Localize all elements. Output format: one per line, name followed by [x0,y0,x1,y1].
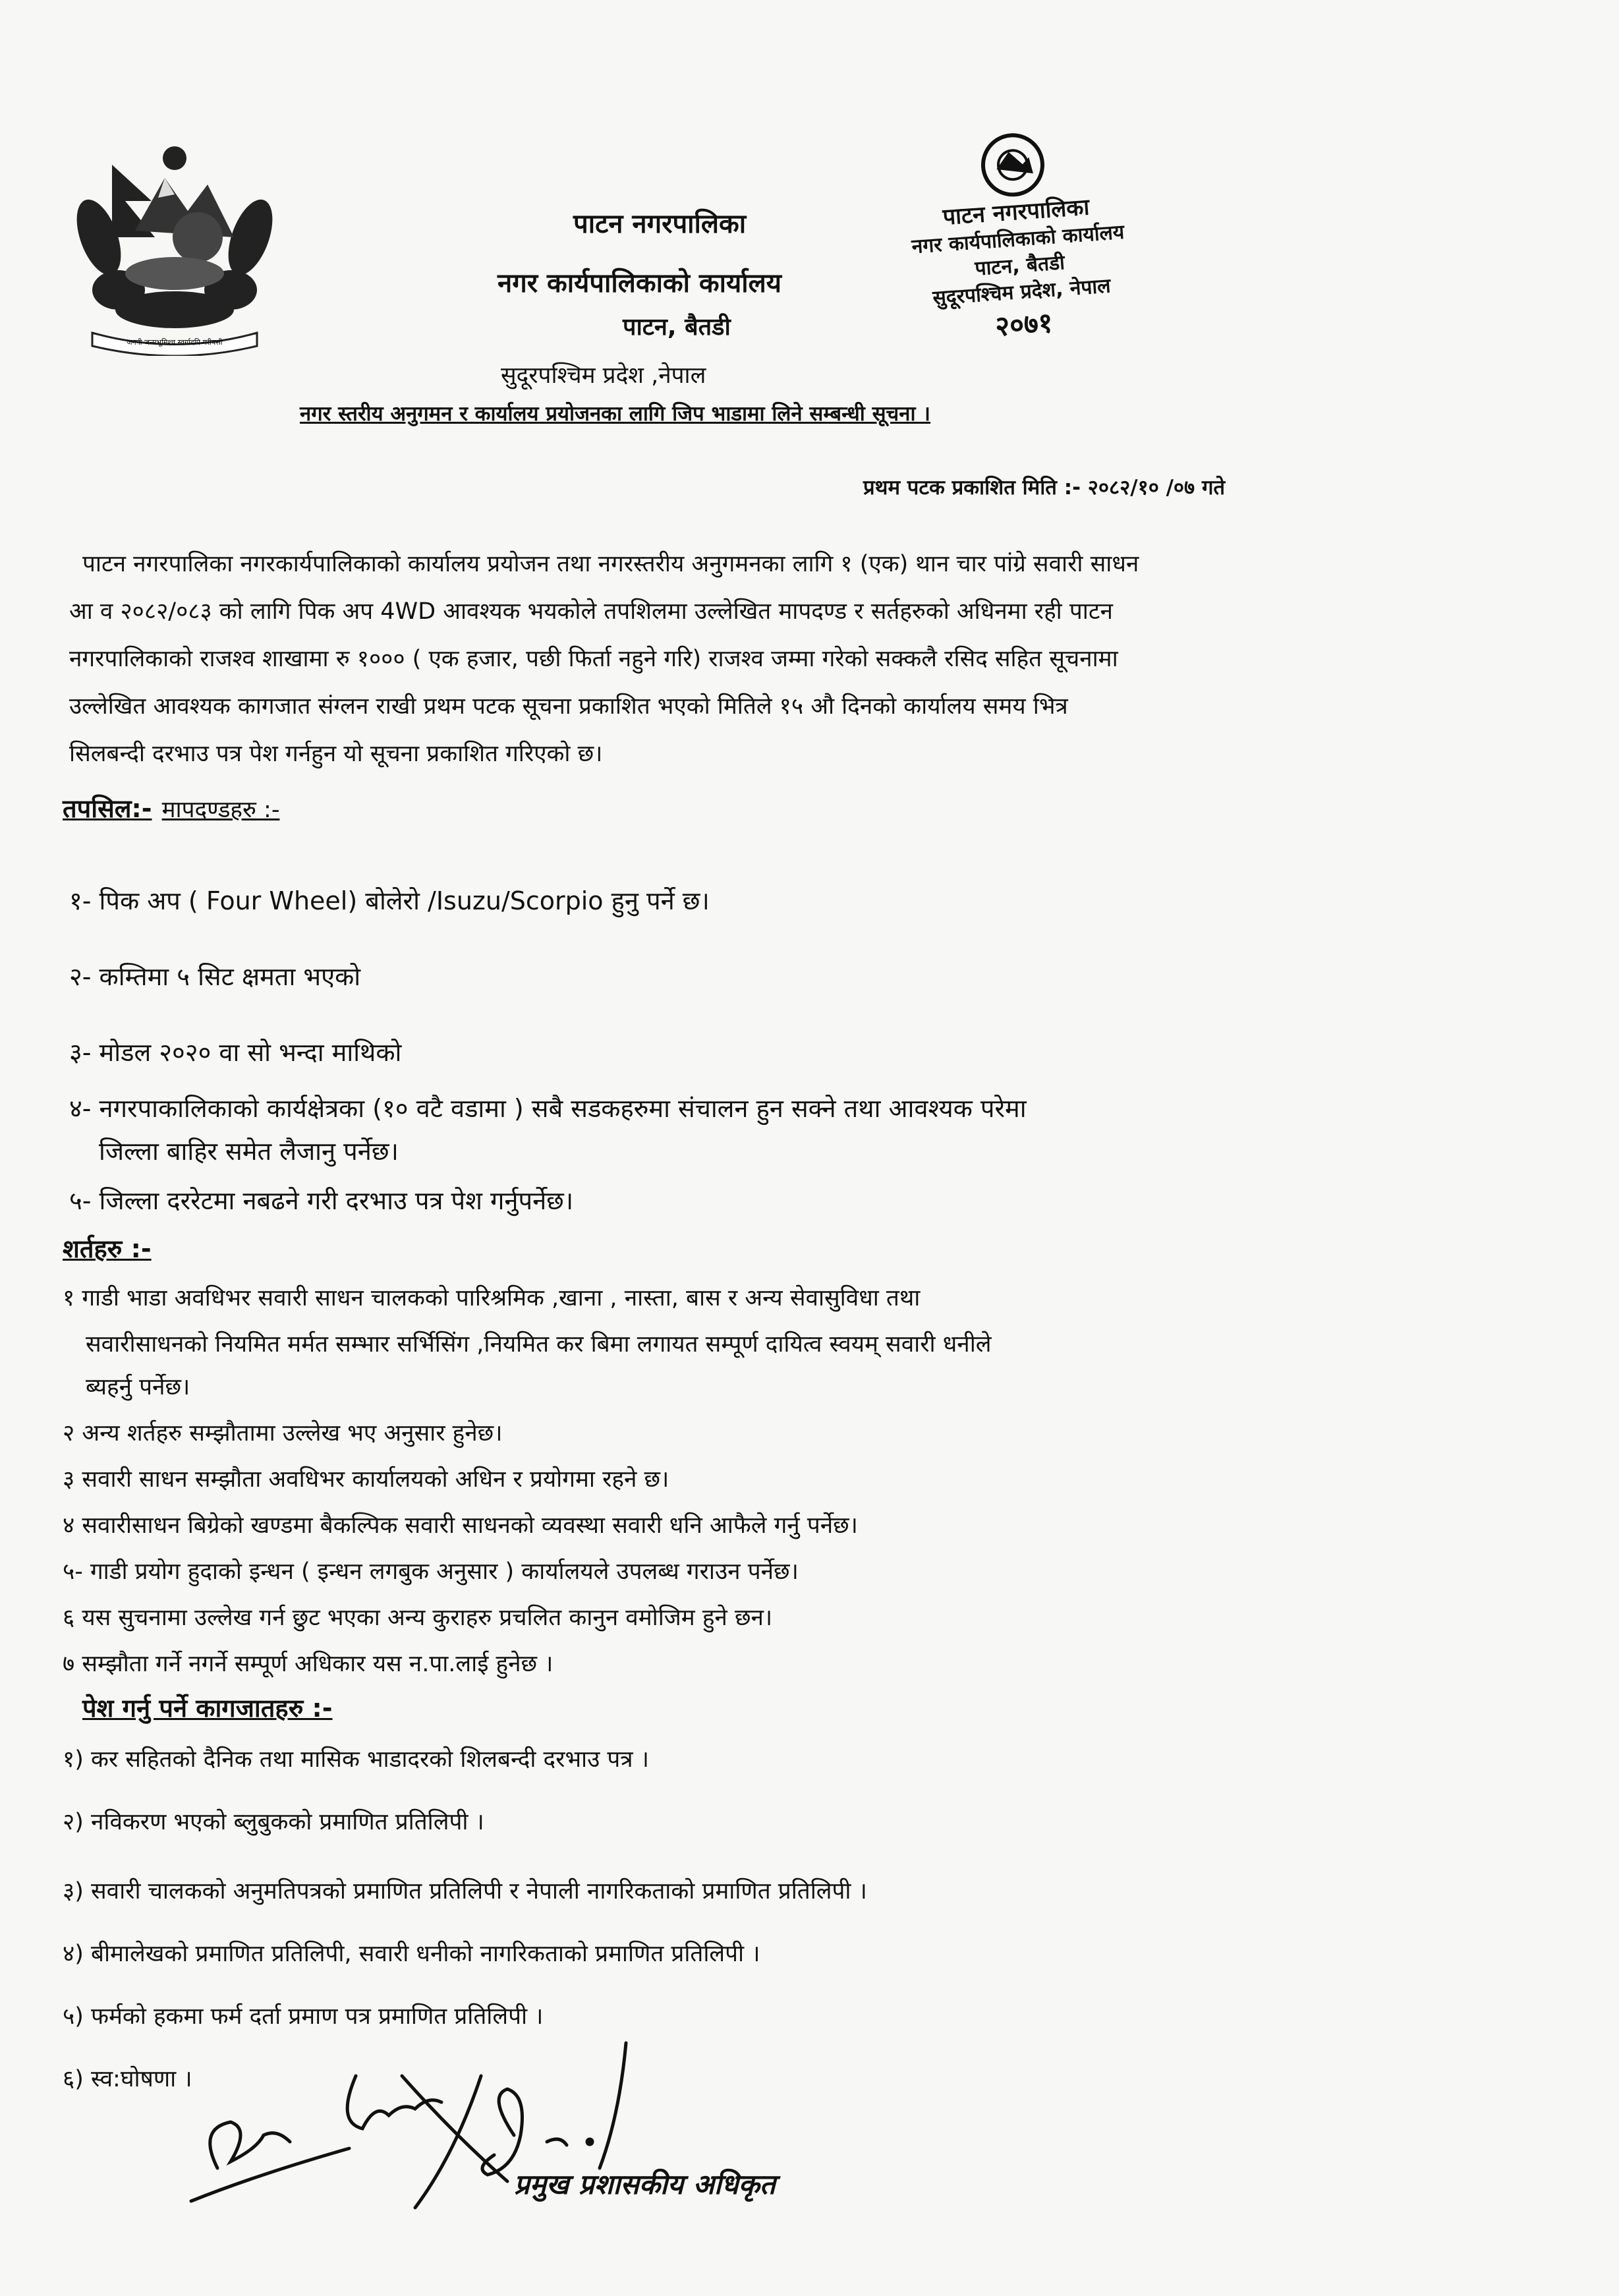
term-item: ५- गाडी प्रयोग हुदाको इन्धन ( इन्धन लगबुक अनुसार ) कार्यालयले उपलब्ध गराउन पर्नेछ। [63,1559,799,1585]
stamp-line-4: सुदूरपश्चिम प्रदेश, नेपाल [932,274,1112,310]
stamp-line-1: पाटन नगरपालिका [942,194,1091,231]
criteria-item: २- कम्तिमा ५ सिट क्षमता भएको [69,962,361,991]
term-item: ७ सम्झौता गर्ने नगर्ने सम्पूर्ण अधिकार यस न.पा.लाई हुनेछ । [63,1651,554,1677]
office-subname: नगर कार्यपालिकाको कार्यालय [497,268,781,299]
document-item: ३) सवारी चालकको अनुमतिपत्रको प्रमाणित प्रतिलिपी र नेपाली नागरिकताको प्रमाणित प्रतिलिपी । [63,1878,867,1905]
document-item: १) कर सहितको दैनिक तथा मासिक भाडादरको शिलबन्दी दरभाउ पत्र । [63,1746,650,1773]
term-item: ४ सवारीसाधन बिग्रेको खण्डमा बैकल्पिक सवारी साधनको व्यवस्था सवारी धनि आफैले गर्नु पर्नेछ। [63,1512,858,1539]
intro-line: उल्लेखित आवश्यक कागजात संग्लन राखी प्रथम पटक सूचना प्रकाशित भएको मितिले १५ औ दिनको कार्यालय समय भित्र [69,693,1068,720]
term-item: ३ सवारी साधन सम्झौता अवधिभर कार्यालयको अधिन र प्रयोगमा रहने छ। [63,1466,669,1493]
term-item-cont: ब्यहर्नु पर्नेछ। [86,1374,190,1400]
signatory-title: प्रमुख प्रशासकीय अधिकृत [514,2168,776,2200]
signatures-icon [178,2036,870,2254]
document-item: २) नविकरण भएको ब्लुबुकको प्रमाणित प्रतिलिपी । [63,1809,484,1835]
emblem-motto: जननी जन्मभूमिश्च स्वर्गादपि गरीयसी [127,338,223,347]
criteria-label: मापदण्डहरु :- [161,797,280,823]
office-location: पाटन, बैतडी [623,314,731,341]
term-item: २ अन्य शर्तहरु सम्झौतामा उल्लेख भए अनुसार हुनेछ। [63,1420,503,1447]
term-item: १ गाडी भाडा अवधिभर सवारी साधन चालकको पारिश्रमिक ,खाना , नास्ता, बास र अन्य सेवासुविधा तथा [63,1285,921,1311]
intro-line: आ व २०८२/०८३ को लागि पिक अप 4WD आवश्यक भयकोले तपशिलमा उल्लेखित मापदण्ड र सर्तहरुको अधिनमा रही पाटन [69,598,1113,625]
term-item: ६ यस सुचनामा उल्लेख गर्न छुट भएका अन्य कुराहरु प्रचलित कानुन वमोजिम हुने छन। [63,1605,773,1631]
stamp-line-2: नगर कार्यपालिकाको कार्यालय [911,220,1125,259]
publish-date: प्रथम पटक प्रकाशित मिति :- २०८२/१० /०७ गते [863,476,1226,500]
criteria-item: ३- मोडल २०२० वा सो भन्दा माथिको [69,1038,402,1067]
intro-paragraph [69,540,1400,778]
criteria-item: १- पिक अप ( Four Wheel) बोलेरो /Isuzu/Scorpio हुनु पर्ने छ। [69,886,710,915]
notice-subject: नगर स्तरीय अनुगमन र कार्यालय प्रयोजनका लागि जिप भाडामा लिने सम्बन्धी सूचना । [300,402,931,426]
terms-heading: शर्तहरु :- [63,1234,152,1263]
document-item: ५) फर्मको हकमा फर्म दर्ता प्रमाण पत्र प्रमाणित प्रतिलिपी । [63,2003,544,2030]
office-stamp-icon [896,129,1140,353]
document-item: ६) स्व:घोषणा । [63,2066,192,2092]
intro-line: पाटन नगरपालिका नगरकार्यपालिकाको कार्यालय प्रयोजन तथा नगरस्तरीय अनुगमनका लागि १ (एक) थान चार पांग्रे सवारी साधन [82,551,1139,577]
criteria-item: ५- जिल्ला दररेटमा नबढने गरी दरभाउ पत्र पेश गर्नुपर्नेछ। [69,1186,574,1215]
criteria-item-cont: जिल्ला बाहिर समेत लैजानु पर्नेछ। [99,1137,399,1166]
nepal-emblem-icon [72,138,277,356]
document-item: ४) बीमालेखको प्रमाणित प्रतिलिपी, सवारी धनीको नागरिकताको प्रमाणित प्रतिलिपी । [63,1941,760,1967]
documents-heading: पेश गर्नु पर्ने कागजातहरु :- [82,1694,333,1723]
criteria-item: ४- नगरपाकालिकाको कार्यक्षेत्रका (१० वटै वडामा ) सबै सडकहरुमा संचालन हुन सक्ने तथा आवश्यक परेमा [69,1094,1027,1123]
intro-line: नगरपालिकाको राजश्व शाखामा रु १००० ( एक हजार, पछी फिर्ता नहुने गरि) राजश्व जम्मा गरेको सक्कलै रसिद सहित सूचनामा [69,646,1118,672]
intro-line: सिलबन्दी दरभाउ पत्र पेश गर्नहुन यो सूचना प्रकाशित गरिएको छ। [69,741,603,767]
criteria-heading [63,791,279,825]
office-name: पाटन नगरपालिका [573,209,747,239]
tapsil-label: तपसिल:- [63,794,152,823]
office-province: सुदूरपश्चिम प्रदेश ,नेपाल [501,362,706,389]
stamp-line-3: पाटन, बैतडी [974,251,1065,281]
stamp-line-5: २०७१ [994,306,1054,343]
term-item-cont: सवारीसाधनको नियमित मर्मत सम्भार सर्भिसिंग ,नियमित कर बिमा लगायत सम्पूर्ण दायित्व स्वयम् सवारी धनीले [86,1331,992,1358]
